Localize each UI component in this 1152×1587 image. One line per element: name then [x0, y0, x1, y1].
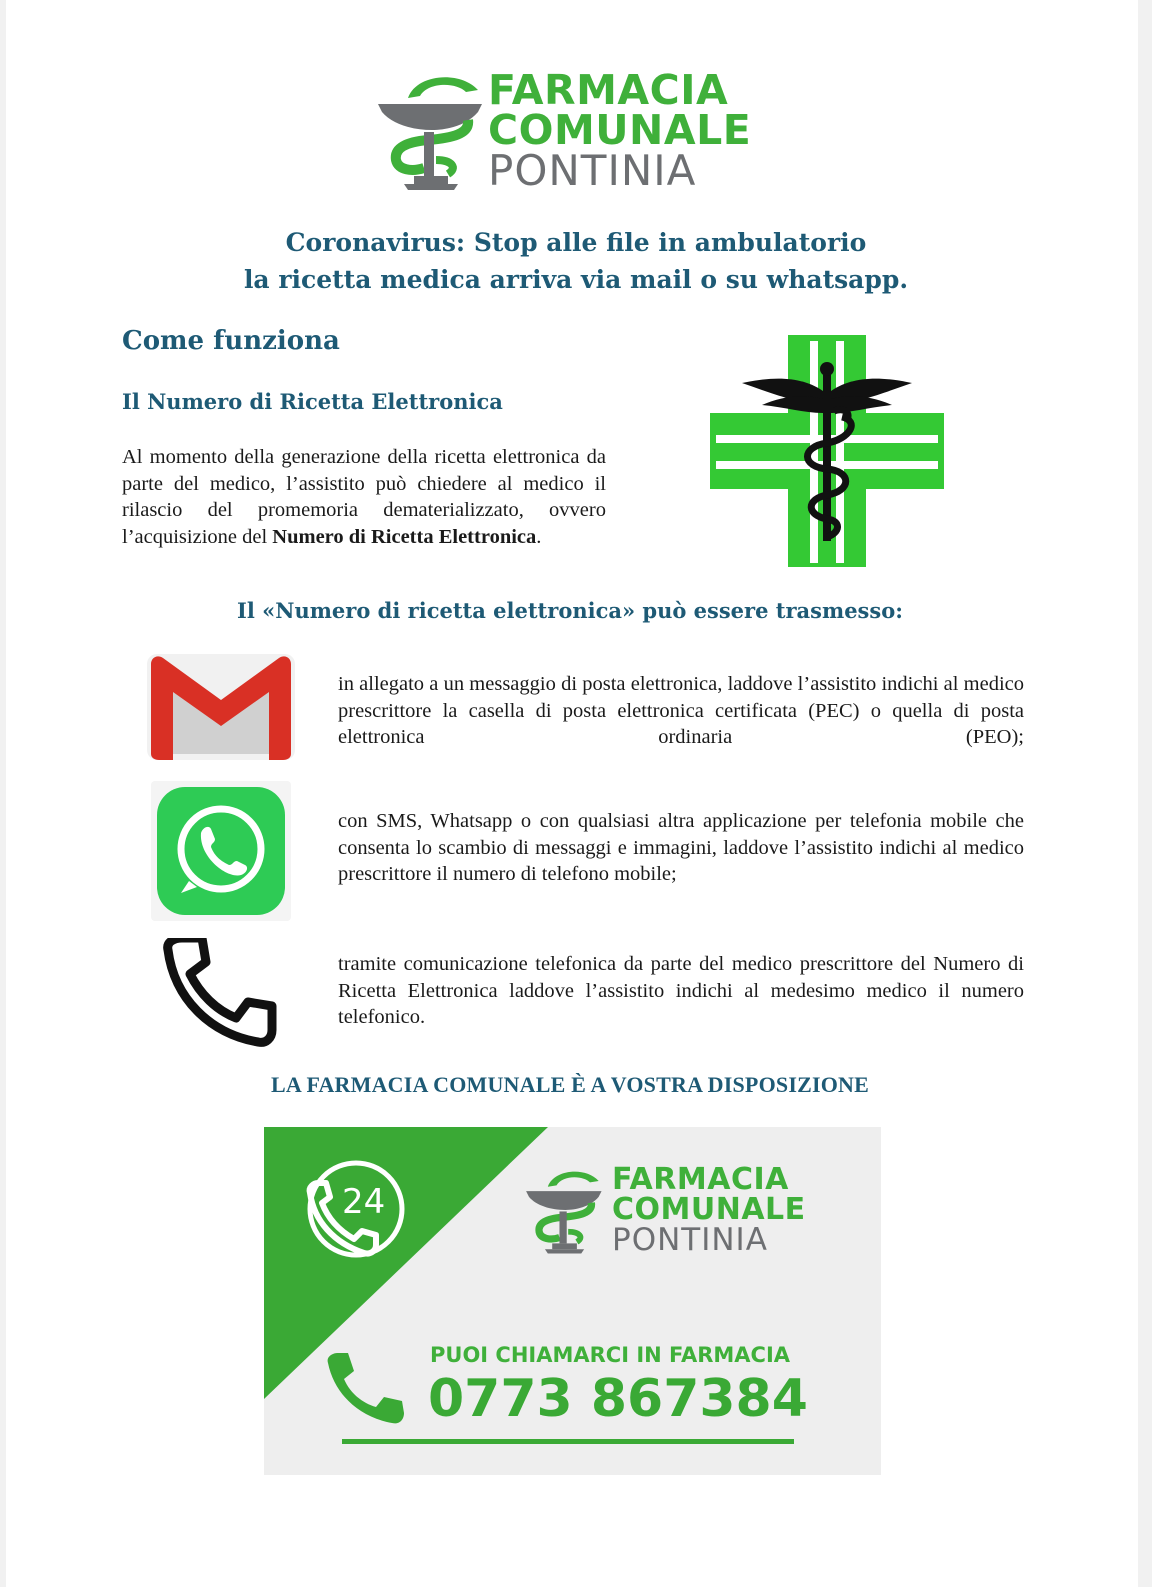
logo-text-farmacia: FARMACIA — [488, 66, 729, 114]
paragraph-bold: Numero di Ricetta Elettronica — [272, 525, 537, 548]
logo-text-pontinia: PONTINIA — [488, 146, 697, 195]
section-subtitle: Il Numero di Ricetta Elettronica — [122, 389, 503, 414]
pharmacy-bowl-snake-icon — [378, 68, 488, 192]
pharmacy-cross-caduceus-icon — [710, 335, 944, 567]
phone-icon — [160, 938, 278, 1048]
section-paragraph — [122, 444, 606, 550]
pharmacy-bowl-snake-icon — [526, 1165, 606, 1255]
banner-logo-pontinia: PONTINIA — [612, 1222, 768, 1258]
method-3-text: tramite comunicazione telefonica da parte del medico prescrittore del Numero di Ricetta Elettronica laddove l’assistito indichi al medesimo medico il numero telefonico. — [338, 953, 1024, 1028]
gmail-icon — [147, 654, 295, 760]
method-2-text: con SMS, Whatsapp o con qualsiasi altra applicazione per telefonia mobile che consenta lo scambio di messaggi e immagini, laddove l’assistito indichi al medico prescrittore il numero di telefono mobile; — [338, 810, 1024, 885]
paragraph-end: . — [536, 525, 542, 548]
availability-heading: LA FARMACIA COMUNALE È A VOSTRA DISPOSIZIONE — [271, 1072, 869, 1097]
banner-underline — [342, 1439, 794, 1444]
whatsapp-icon — [151, 781, 291, 921]
section-title: Come funziona — [122, 326, 340, 356]
transmit-heading: Il «Numero di ricetta elettronica» può essere trasmesso: — [237, 598, 903, 623]
call-label: PUOI CHIAMARCI IN FARMACIA — [430, 1343, 791, 1367]
banner-badge-24: 24 — [342, 1182, 386, 1222]
contact-banner — [264, 1127, 881, 1475]
banner-logo-comunale: COMUNALE — [612, 1192, 806, 1227]
logo-text-comunale: COMUNALE — [488, 106, 752, 154]
header-logo — [378, 68, 758, 193]
banner-logo-farmacia: FARMACIA — [612, 1162, 789, 1197]
phone-number[interactable]: 0773 867384 — [428, 1369, 808, 1429]
headline-line-1: Coronavirus: Stop alle file in ambulatorio — [285, 228, 867, 257]
method-1-text: in allegato a un messaggio di posta elettronica, laddove l’assistito indichi al medico prescrittore la casella di posta elettronica certificata (PEC) o quella di posta elettronica ordinaria (PEO); — [338, 673, 1024, 748]
phone-icon — [322, 1353, 408, 1427]
paragraph-text: Al momento della generazione della ricetta elettronica da parte del medico, l’assistito può chiedere al medico il rilascio del promemoria dematerializzato, ovvero l’acquisizione del — [122, 446, 606, 548]
headline-line-2: la ricetta medica arriva via mail o su whatsapp. — [243, 265, 909, 294]
